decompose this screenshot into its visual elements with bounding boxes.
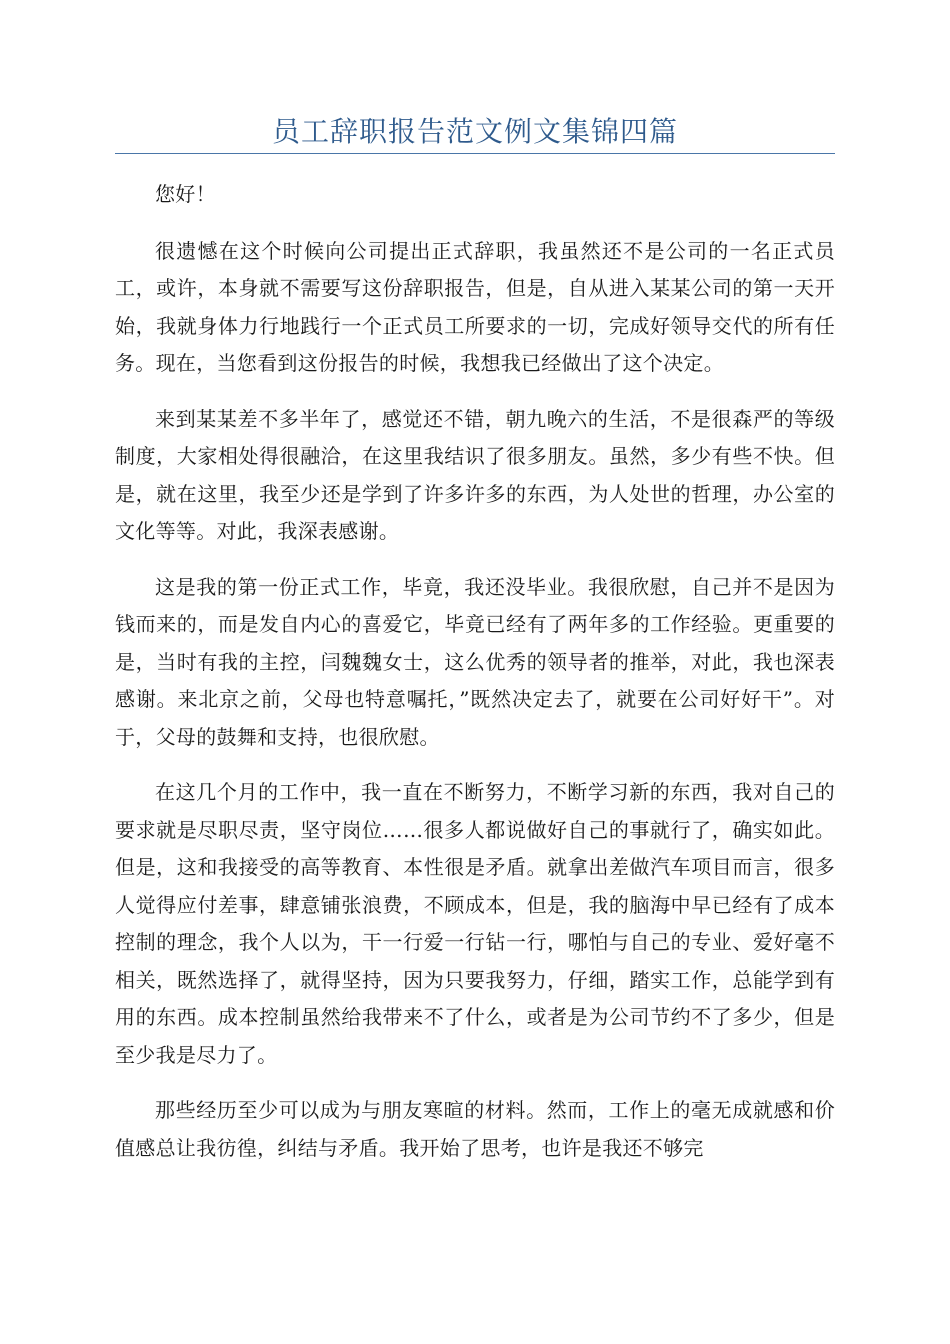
title-underline <box>115 153 835 154</box>
document-title: 员工辞职报告范文例文集锦四篇 <box>271 115 678 148</box>
body-paragraph: 在这几个月的工作中，我一直在不断努力，不断学习新的东西，我对自己的要求就是尽职尽责，坚守岗位……很多人都说做好自己的事就行了，确实如此。但是，这和我接受的高等教育、本性很是矛盾。就拿出差做汽车项目而言，很多人觉得应付差事，肆意铺张浪费，不顾成本，但是，我的脑海中早已经有了成本控制的理念，我个人以为，干一行爱一行钻一行，哪怕与自己的专业、爱好毫不相关，既然选择了，就得坚持，因为只要我努力，仔细，踏实工作，总能学到有用的东西。成本控制虽然给我带来不了什么，或者是为公司节约不了多少，但是至少我是尽力了。 <box>115 780 835 1067</box>
body-paragraph: 这是我的第一份正式工作，毕竟，我还没毕业。我很欣慰，自己并不是因为钱而来的，而是发自内心的喜爱它，毕竟已经有了两年多的工作经验。更重要的是，当时有我的主控，闫魏魏女士，这么优秀的领导者的推举，对此，我也深表感谢。来北京之前，父母也特意嘱托，”既然决定去了，就要在公司好好干”。对于，父母的鼓舞和支持，也很欣慰。 <box>115 574 835 749</box>
body-paragraph: 来到某某差不多半年了，感觉还不错，朝九晚六的生活，不是很森严的等级制度，大家相处得很融洽，在这里我结识了很多朋友。虽然，多少有些不快。但是，就在这里，我至少还是学到了许多许多的东西，为人处世的哲理，办公室的文化等等。对此，我深表感谢。 <box>115 406 835 543</box>
greeting-paragraph: 您好！ <box>155 182 216 206</box>
body-paragraph: 很遗憾在这个时候向公司提出正式辞职，我虽然还不是公司的一名正式员工，或许，本身就不需要写这份辞职报告，但是，自从进入某某公司的第一天开始，我就身体力行地践行一个正式员工所要求的一切，完成好领导交代的所有任务。现在，当您看到这份报告的时候，我想我已经做出了这个决定。 <box>115 238 835 375</box>
document-body <box>115 176 835 1185</box>
body-paragraph: 那些经历至少可以成为与朋友寒暄的材料。然而，工作上的毫无成就感和价值感总让我彷徨，纠结与矛盾。我开始了思考，也许是我还不够完 <box>115 1098 835 1160</box>
